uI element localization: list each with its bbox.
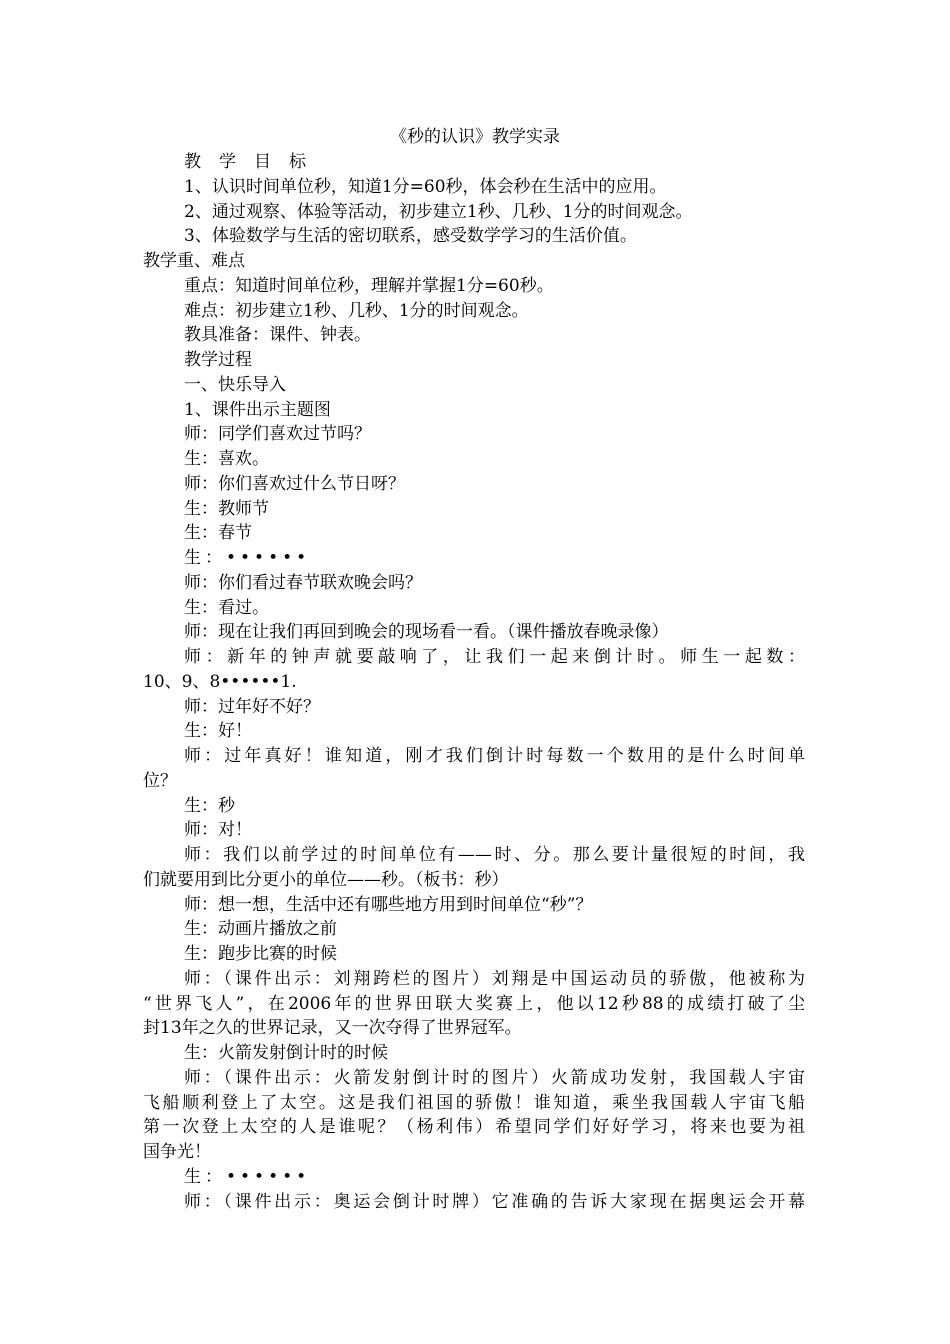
section-heading-objectives: 教学目标 xyxy=(184,152,324,172)
dialogue-line: 生：跑步比赛的时候 xyxy=(184,944,337,964)
dialogue-line: 师：（课件出示：奥运会倒计时牌）它准确的告诉大家现在据奥运会开幕 xyxy=(184,1191,805,1212)
dialogue-line: 师：现在让我们再回到晚会的现场看一看。（课件播放春晚录像） xyxy=(184,622,669,643)
paragraph-line: 2、通过观察、体验等活动，初步建立1秒、几秒、1分的时间观念。 xyxy=(184,201,693,222)
section-heading-key-points: 教学重、难点 xyxy=(143,251,245,271)
dialogue-line: 生：火箭发射倒计时的时候 xyxy=(184,1043,388,1063)
dialogue-line: “世界飞人”，在2006年的世界田联大奖赛上，他以12秒88的成绩打破了尘 xyxy=(143,993,805,1014)
dialogue-line: 们就要用到比分更小的单位——秒。（板书：秒） xyxy=(143,869,509,890)
dialogue-line: 师：过年真好！谁知道，刚才我们倒计时每数一个数用的是什么时间单 xyxy=(184,746,805,766)
dialogue-line: 封13年之久的世界记录，又一次夺得了世界冠军。 xyxy=(143,1018,522,1039)
dialogue-line: 师：过年好不好？ xyxy=(184,696,320,717)
dialogue-line: 师：（课件出示：刘翔跨栏的图片）刘翔是中国运动员的骄傲，他被称为 xyxy=(184,968,805,989)
section-heading-process: 教学过程 xyxy=(184,350,252,370)
dialogue-line: 师：对！ xyxy=(184,820,252,841)
dialogue-line: 第一次登上太空的人是谁呢？（杨利伟）希望同学们好好学习，将来也要为祖 xyxy=(143,1117,805,1138)
dialogue-line: 师：（课件出示：火箭发射倒计时的图片）火箭成功发射，我国载人宇宙 xyxy=(184,1067,805,1088)
dialogue-line: 师：新年的钟声就要敲响了，让我们一起来倒计时。师生一起数： xyxy=(184,647,805,667)
dialogue-line: 生：秒 xyxy=(184,795,235,816)
dialogue-line: 生：动画片播放之前 xyxy=(184,919,337,940)
paragraph-line: 重点：知道时间单位秒，理解并掌握1分=60秒。 xyxy=(184,275,554,296)
dialogue-line: 10、9、8••••••1. xyxy=(143,671,297,692)
dialogue-line: 师：你们看过春节联欢晚会吗？ xyxy=(184,572,422,593)
paragraph-line: 一、快乐导入 xyxy=(184,374,286,395)
document-body xyxy=(143,150,805,1214)
paragraph-line: 3、体验数学与生活的密切联系，感受数学学习的生活价值。 xyxy=(184,226,637,247)
paragraph-line: 教具准备：课件、钟表。 xyxy=(184,325,371,346)
paragraph-line: 难点：初步建立1秒、几秒、1分的时间观念。 xyxy=(184,300,529,321)
paragraph-line: 1、认识时间单位秒，知道1分=60秒，体会秒在生活中的应用。 xyxy=(184,176,667,197)
dialogue-line: 国争光！ xyxy=(143,1142,211,1162)
dialogue-line: 位？ xyxy=(143,770,177,791)
document-title: 《秒的认识》教学实录 xyxy=(390,127,560,147)
dialogue-line: 生：喜欢。 xyxy=(184,449,269,469)
dialogue-line: 师：同学们喜欢过节吗？ xyxy=(184,424,371,445)
dialogue-line: 生：好！ xyxy=(184,721,252,742)
dialogue-line: 生：教师节 xyxy=(184,498,269,519)
dialogue-line: 生：看过。 xyxy=(184,597,269,618)
dialogue-line: 生：•••••• xyxy=(184,548,311,568)
dialogue-line: 飞船顺利登上了太空。这是我们祖国的骄傲！谁知道，乘坐我国载人宇宙飞船 xyxy=(143,1092,805,1113)
dialogue-line: 师：想一想，生活中还有哪些地方用到时间单位“秒”？ xyxy=(184,894,593,915)
dialogue-line: 师：你们喜欢过什么节日呀？ xyxy=(184,473,405,494)
paragraph-line: 1、课件出示主题图 xyxy=(184,399,331,420)
dialogue-line: 生：•••••• xyxy=(184,1166,311,1187)
dialogue-line: 师：我们以前学过的时间单位有——时、分。那么要计量很短的时间，我 xyxy=(184,845,805,865)
dialogue-line: 生：春节 xyxy=(184,523,252,544)
